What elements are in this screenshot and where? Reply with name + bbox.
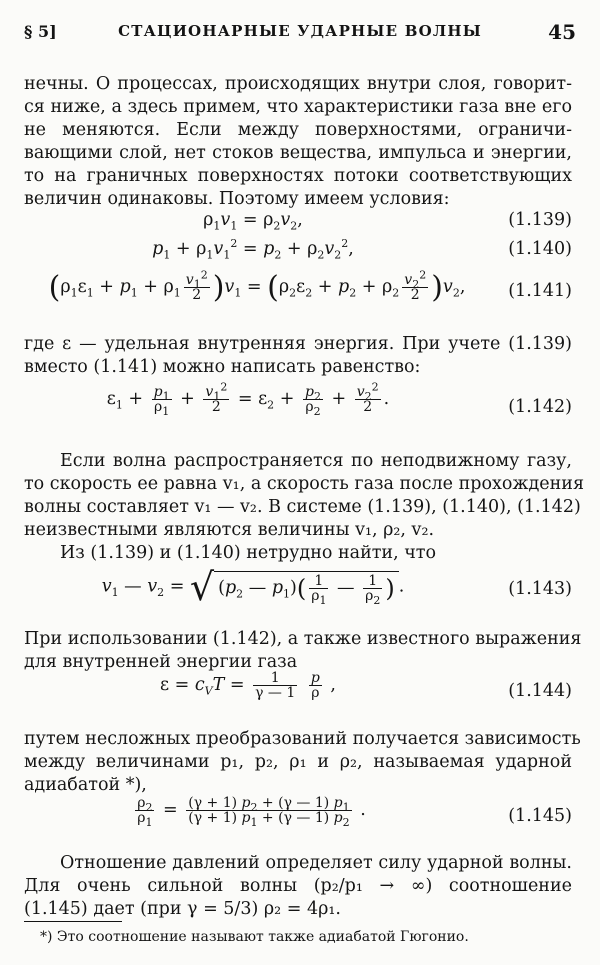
text-line: путем несложных преобразований получается зависимость [24, 729, 581, 749]
text-line: не меняются. Если между поверхностями, ограничи- [24, 120, 572, 140]
equation-1-145: $\frac{\rho_2}{\rho_1}$ = $\frac{(\gamma + 1) p_2 + (\gamma — 1) p_1}{(\gamma + 1) p_1 + (\gamma — 1) p_2}$ . (1.145) [137, 795, 572, 829]
equation-number: (1.141) [508, 281, 572, 301]
text-line: Для очень сильной волны (p₂/p₁ → ∞) соотношение [24, 876, 572, 896]
equation-number: (1.140) [508, 239, 572, 259]
text-line: Из (1.139) и (1.140) нетрудно найти, что [60, 543, 436, 563]
equation-number: (1.143) [508, 579, 572, 599]
text-line: между величинами p₁, p₂, ρ₁ и ρ₂, называемая ударной [24, 752, 572, 772]
text-line: где ε — удельная внутренняя энергия. При учете (1.139) [24, 334, 572, 354]
section-number: § 5] [24, 22, 57, 41]
page-number: 45 [548, 20, 576, 44]
text-line: ся ниже, а здесь примем, что характеристики газа вне его [24, 97, 572, 117]
equation-1-141: ($\rho_1\varepsilon_1 + p_1 + \rho_1$ $\frac{v_1^2}{2}$ )$v_1 = (\rho_2\varepsilon_2 + p_2 + \rho_2$ $\frac{v_2^2}{2}$ )$v_2$, (1.141) [48, 268, 572, 305]
text-line: волны составляет v₁ — v₂. В системе (1.139), (1.140), (1.142) [24, 497, 581, 517]
equation-1-142: $\varepsilon_1$ + $\frac{p_1}{\rho_1}$ + $\frac{v_1^2}{2}$ = $\varepsilon_2$ + $\frac{p_2}{\rho_2}$ + $\frac{v_2^2}{2}$ . (1.142) [106, 380, 572, 418]
equation-1-140: $p_1 + \rho_1v_1^2 = p_2 + \rho_2v_2^2$, (1.140) [152, 237, 572, 262]
equation-1-139: $\rho_1v_1 = \rho_2v_2$, (1.139) [203, 210, 572, 233]
text-line: (1.145) дает (при γ = 5/3) ρ₂ = 4ρ₁. [24, 899, 341, 919]
text-line: Отношение давлений определяет силу ударной волны. [60, 853, 572, 873]
footnote: *) Это соотношение называют также адиабатой Гюгонио. [40, 929, 469, 945]
text-line: вающими слой, нет стоков вещества, импульса и энергии, [24, 143, 572, 163]
equation-number: (1.145) [508, 806, 572, 826]
text-line: нечны. О процессах, происходящих внутри слоя, говорит- [24, 74, 572, 94]
equation-number: (1.139) [508, 210, 572, 230]
text-line: то на граничных поверхностях потоки соответствующих [24, 166, 572, 186]
text-line: При использовании (1.142), а также известного выражения [24, 629, 582, 649]
equation-1-144: $\varepsilon = c_VT$ = $\frac{1}{\gamma — 1}$ $\frac{p}{\rho}$ , (1.144) [160, 670, 572, 701]
equation-1-143: $v_1$ — $v_2$ = √ ($p_2$ — $p_1$)( $\frac{1}{\rho_1}$ — $\frac{1}{\rho_2}$ ) . (1.143) [101, 565, 572, 609]
text-line: величин одинаковы. Поэтому имеем условия: [24, 189, 450, 209]
text-line: для внутренней энергии газа [24, 652, 298, 672]
footnote-rule [24, 921, 122, 922]
text-line: адиабатой *), [24, 775, 147, 795]
equation-number: (1.144) [508, 681, 572, 701]
text-line: то скорость ее равна v₁, а скорость газа после прохождения [24, 474, 584, 494]
equation-number: (1.142) [508, 397, 572, 417]
running-title: СТАЦИОНАРНЫЕ УДАРНЫЕ ВОЛНЫ [118, 22, 482, 40]
text-line: неизвестными являются величины v₁, ρ₂, v₂. [24, 520, 435, 540]
text-line: вместо (1.141) можно написать равенство: [24, 357, 421, 377]
running-header [24, 20, 576, 46]
text-line: Если волна распространяется по неподвижному газу, [60, 451, 572, 471]
